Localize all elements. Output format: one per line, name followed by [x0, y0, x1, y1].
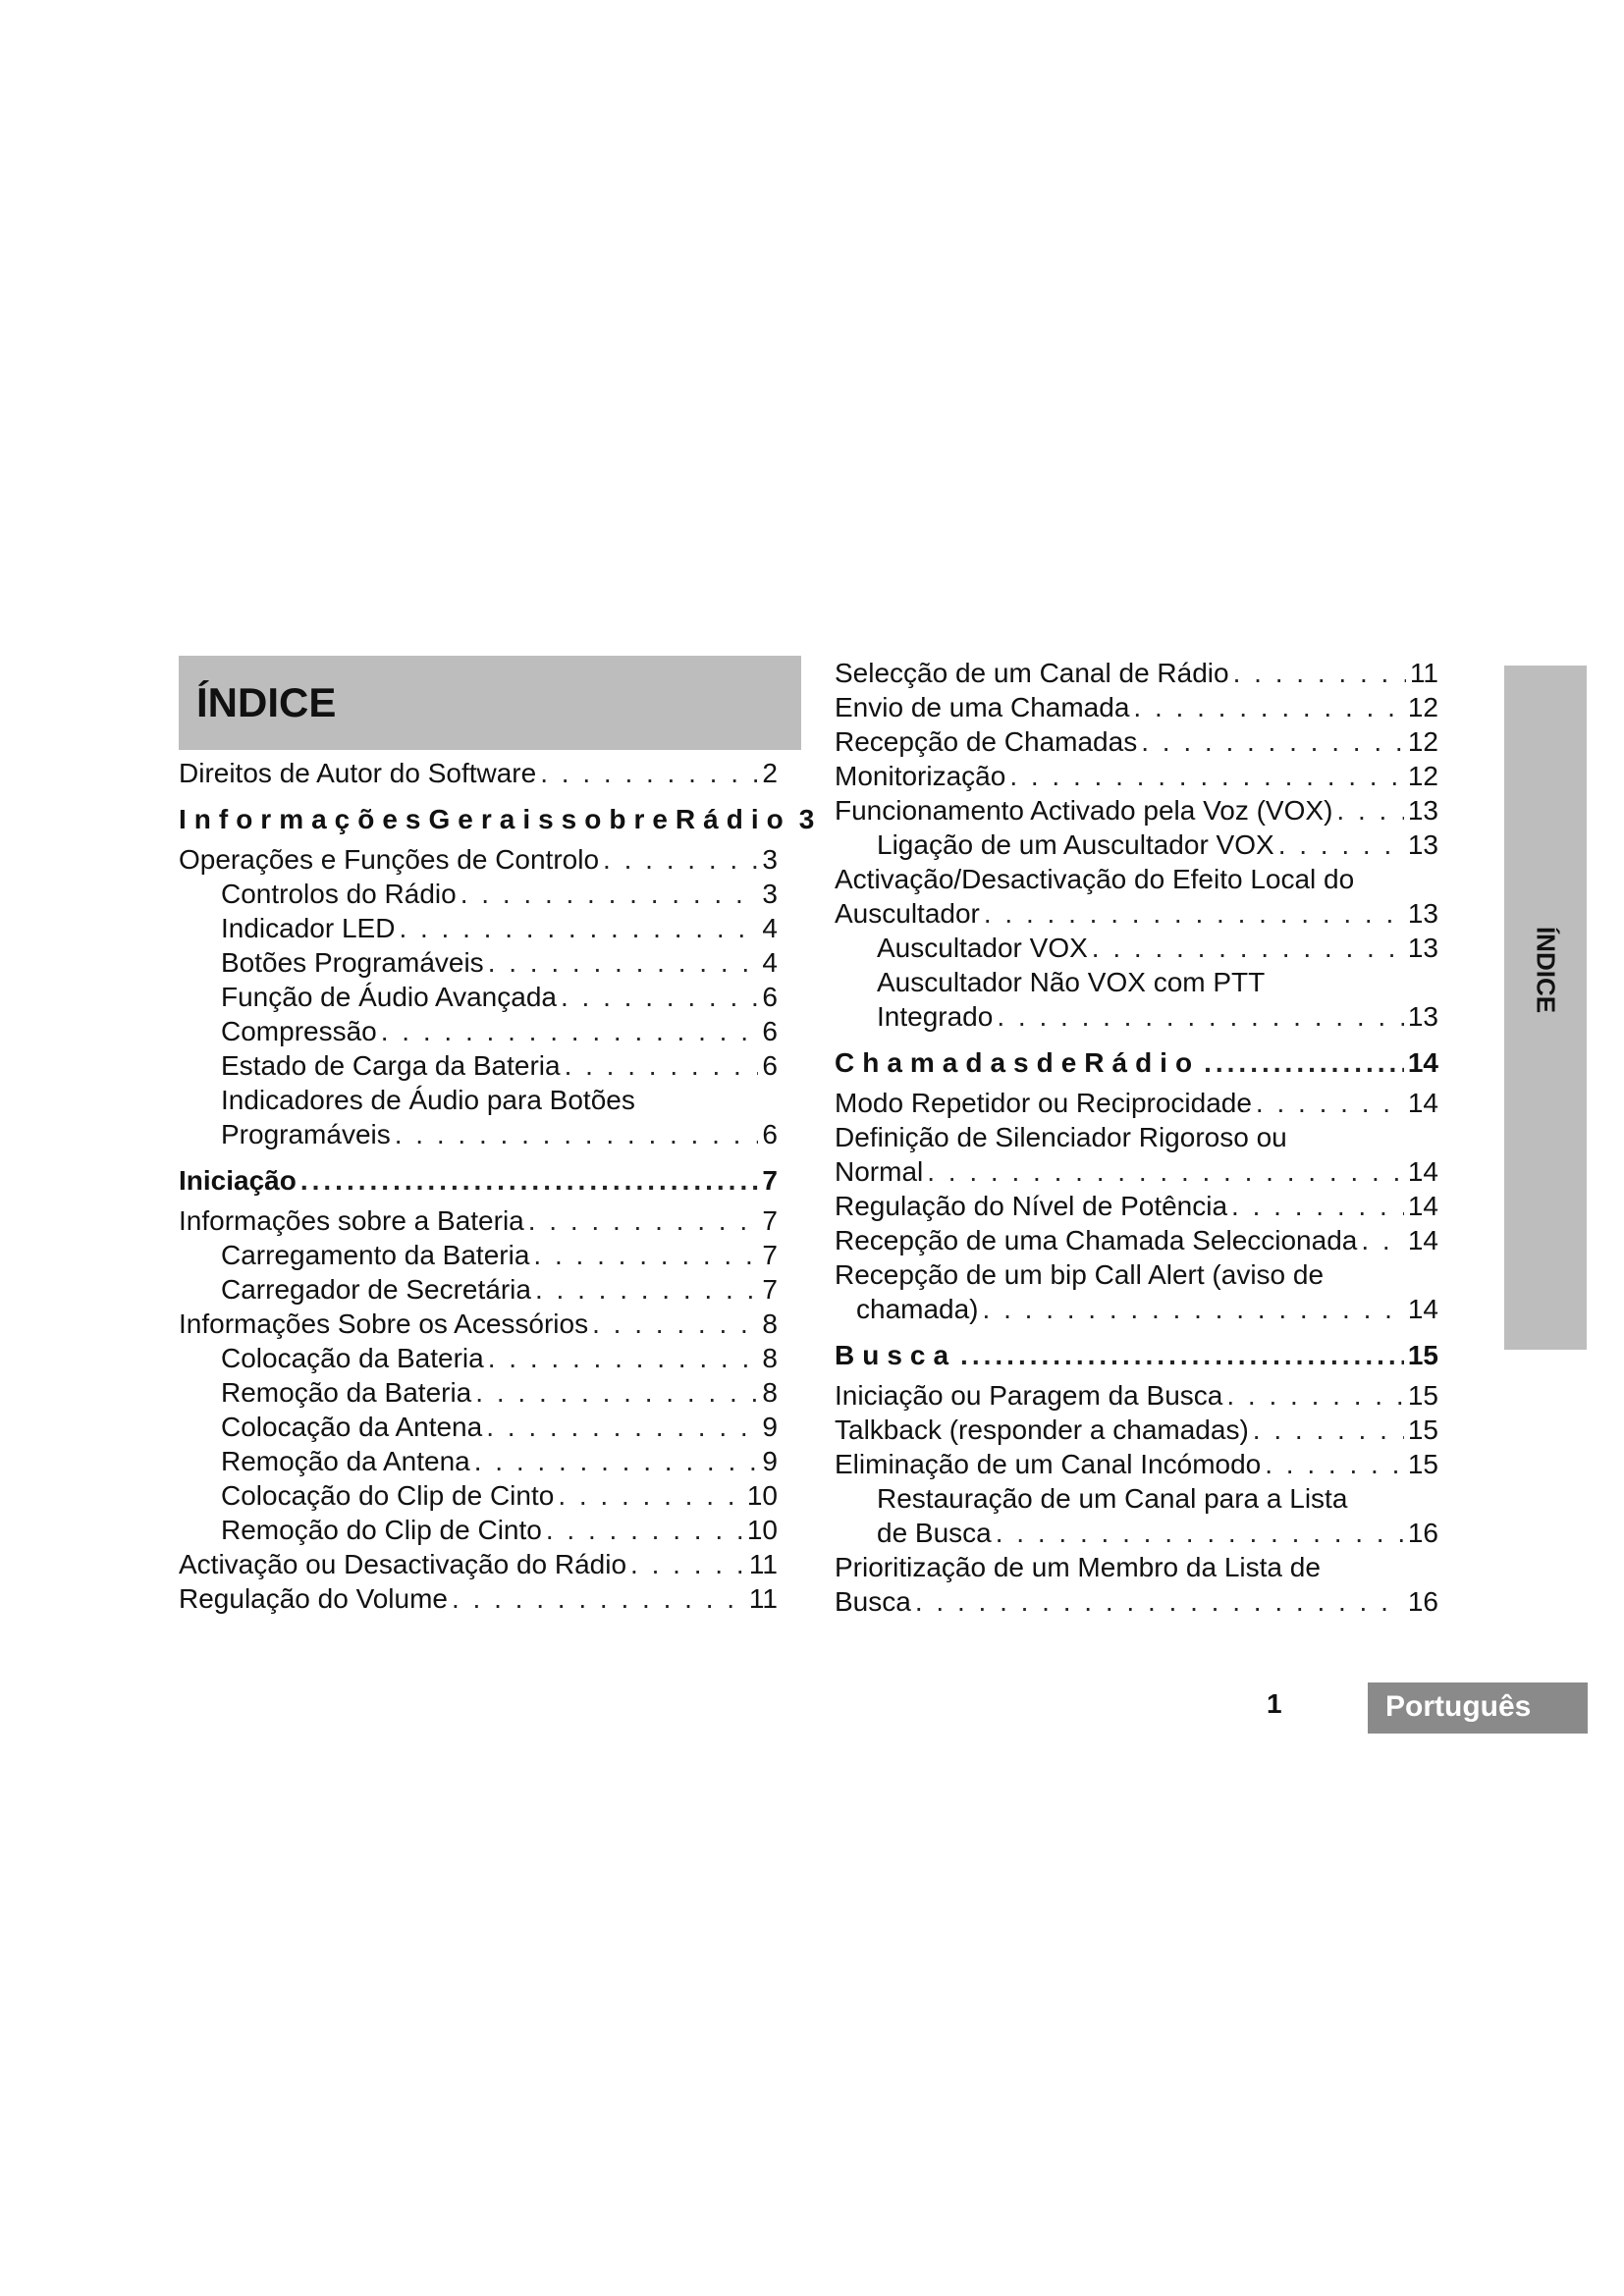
- toc-entry-title: Recepção de um bip Call Alert (aviso de: [835, 1259, 1325, 1290]
- toc-entry-title: Remoção da Antena: [221, 1446, 470, 1476]
- toc-page-number: 6: [762, 982, 778, 1012]
- toc-entry[interactable]: [179, 1203, 778, 1238]
- toc-entry-continued[interactable]: [835, 1481, 1438, 1516]
- toc-entry[interactable]: [835, 896, 1438, 931]
- dot-leader: [984, 896, 1404, 931]
- toc-entry[interactable]: [835, 656, 1438, 690]
- toc-page-number: 14: [1407, 1294, 1438, 1324]
- toc-entry[interactable]: [179, 1307, 778, 1341]
- dot-leader: [1265, 1447, 1404, 1481]
- toc-page-number: 8: [762, 1308, 778, 1339]
- dot-leader: [399, 911, 758, 945]
- toc-entry-title: Funcionamento Activado pela Voz (VOX): [835, 795, 1333, 826]
- toc-entry-title: Restauração de um Canal para a Lista: [877, 1483, 1348, 1514]
- toc-page-number: 14: [1407, 1191, 1438, 1221]
- toc-left-column: [179, 756, 815, 1616]
- toc-entry-title: Activação ou Desactivação do Rádio: [179, 1549, 627, 1579]
- toc-entry-title: Regulação do Volume: [179, 1583, 448, 1614]
- toc-entry-title: Função de Áudio Avançada: [221, 982, 557, 1012]
- dot-leader: [460, 877, 759, 911]
- toc-entry[interactable]: [835, 724, 1438, 759]
- toc-page-number: 6: [762, 1050, 778, 1081]
- toc-entry-title: Auscultador VOX: [877, 933, 1088, 963]
- toc-entry-title: Operações e Funções de Controlo: [179, 844, 600, 875]
- dot-leader: [1204, 1045, 1404, 1080]
- toc-page-number: 14: [1407, 1047, 1438, 1078]
- toc-entry[interactable]: [179, 1117, 778, 1151]
- toc-entry[interactable]: [835, 1378, 1438, 1413]
- toc-entry[interactable]: [179, 980, 778, 1014]
- dot-leader: [381, 1014, 759, 1048]
- toc-entry-title: Selecção de um Canal de Rádio: [835, 658, 1229, 688]
- dot-leader: [1231, 1189, 1404, 1223]
- page-title: ÍNDICE: [196, 679, 337, 725]
- toc-entry-continued[interactable]: [835, 1120, 1438, 1154]
- toc-page-number: 7: [762, 1165, 778, 1196]
- dot-leader: [1141, 724, 1404, 759]
- toc-entry-title: Estado de Carga da Bateria: [221, 1050, 561, 1081]
- dot-leader: [533, 1238, 758, 1272]
- toc-page-number: 6: [762, 1119, 778, 1149]
- toc-entry-continued[interactable]: [835, 862, 1438, 896]
- dot-leader: [300, 1163, 759, 1198]
- dot-leader: [915, 1584, 1404, 1619]
- toc-page-number: 11: [1409, 658, 1438, 688]
- dot-leader: [1233, 656, 1406, 690]
- dot-leader: [1361, 1223, 1404, 1257]
- toc-entry-title: Envio de uma Chamada: [835, 692, 1130, 722]
- toc-entry-title: Ligação de um Auscultador VOX: [877, 829, 1274, 860]
- toc-page-number: 7: [762, 1205, 778, 1236]
- toc-entry[interactable]: [179, 1048, 778, 1083]
- toc-entry[interactable]: [179, 1238, 778, 1272]
- toc-entry[interactable]: [179, 1410, 778, 1444]
- toc-entry[interactable]: [835, 793, 1438, 828]
- toc-page-number: 2: [762, 758, 778, 788]
- toc-entry-title: Iniciação ou Paragem da Busca: [835, 1380, 1223, 1411]
- dot-leader: [997, 999, 1404, 1034]
- dot-leader: [1278, 828, 1404, 862]
- dot-leader: [592, 1307, 758, 1341]
- toc-entry[interactable]: [179, 1272, 778, 1307]
- dot-leader: [1009, 759, 1404, 793]
- toc-entry-title: Iniciação: [179, 1165, 297, 1196]
- toc-page-number: 4: [762, 947, 778, 978]
- dot-leader: [395, 1117, 759, 1151]
- toc-entry-title: Colocação do Clip de Cinto: [221, 1480, 555, 1511]
- toc-page-number: 7: [762, 1240, 778, 1270]
- language-label: Português: [1385, 1690, 1532, 1723]
- title-banner: [179, 656, 801, 750]
- toc-entry[interactable]: [179, 1581, 778, 1616]
- toc-entry[interactable]: [835, 690, 1438, 724]
- dot-leader: [474, 1444, 759, 1478]
- dot-leader: [486, 1410, 758, 1444]
- toc-page-number: 12: [1407, 726, 1438, 757]
- toc-entry-title: Compressão: [221, 1016, 377, 1046]
- toc-entry-title: Colocação da Bateria: [221, 1343, 484, 1373]
- toc-page-number: 7: [762, 1274, 778, 1305]
- toc-entry-title: Indicadores de Áudio para Botões: [221, 1085, 635, 1115]
- toc-page-number: 6: [762, 1016, 778, 1046]
- toc-entry-title: de Busca: [877, 1518, 992, 1548]
- toc-entry-title: Prioritização de um Membro da Lista de: [835, 1552, 1321, 1582]
- toc-entry-title: Colocação da Antena: [221, 1412, 483, 1442]
- toc-entry[interactable]: [835, 1292, 1438, 1326]
- toc-entry-title: Botões Programáveis: [221, 947, 484, 978]
- toc-page-number: 11: [748, 1583, 778, 1614]
- toc-entry[interactable]: [835, 931, 1438, 965]
- toc-entry-title: Integrado: [877, 1001, 994, 1032]
- toc-entry[interactable]: [835, 1584, 1438, 1619]
- toc-page-number: 15: [1407, 1415, 1438, 1445]
- toc-entry-title: Auscultador Não VOX com PTT: [877, 967, 1266, 997]
- dot-leader: [488, 1341, 759, 1375]
- dot-leader: [1092, 931, 1404, 965]
- toc-entry[interactable]: [179, 1014, 778, 1048]
- side-tab: [1504, 666, 1587, 1350]
- toc-entry[interactable]: [835, 1447, 1438, 1481]
- toc-entry-title: Recepção de uma Chamada Seleccionada: [835, 1225, 1358, 1255]
- toc-entry[interactable]: [179, 756, 778, 790]
- toc-page-number: 3: [762, 844, 778, 875]
- toc-page-number: 13: [1407, 933, 1438, 963]
- toc-entry-title: Modo Repetidor ou Reciprocidade: [835, 1088, 1252, 1118]
- toc-page-number: 12: [1407, 692, 1438, 722]
- toc-entry-title: Eliminação de um Canal Incómodo: [835, 1449, 1262, 1479]
- toc-section-heading[interactable]: [179, 1163, 778, 1198]
- toc-entry-title: Carregador de Secretária: [221, 1274, 531, 1305]
- toc-entry-title: Controlos do Rádio: [221, 879, 457, 909]
- toc-page-number: 11: [748, 1549, 778, 1579]
- toc-entry[interactable]: [835, 1086, 1438, 1120]
- toc-entry-continued[interactable]: [835, 965, 1438, 999]
- toc-section-heading[interactable]: [179, 802, 815, 836]
- toc-entry[interactable]: [835, 828, 1438, 862]
- dot-leader: [488, 945, 759, 980]
- toc-page-number: 3: [762, 879, 778, 909]
- toc-entry-title: Normal: [835, 1156, 924, 1187]
- toc-entry-title: Informações sobre a Bateria: [179, 1205, 524, 1236]
- dot-leader: [1336, 793, 1403, 828]
- toc-entry-title: Remoção do Clip de Cinto: [221, 1515, 542, 1545]
- toc-entry-title: Remoção da Bateria: [221, 1377, 472, 1408]
- toc-page-number: 15: [1407, 1340, 1438, 1370]
- side-tab-label: ÍNDICE: [1531, 926, 1561, 1014]
- dot-leader: [535, 1272, 758, 1307]
- toc-entry-title: Direitos de Autor do Software: [179, 758, 537, 788]
- toc-page-number: 8: [762, 1343, 778, 1373]
- toc-page-number: 15: [1407, 1449, 1438, 1479]
- toc-page-number: 16: [1407, 1586, 1438, 1617]
- toc-page-number: 14: [1407, 1156, 1438, 1187]
- dot-leader: [546, 1513, 743, 1547]
- toc-entry[interactable]: [179, 1444, 778, 1478]
- toc-entry-title: Definição de Silenciador Rigoroso ou: [835, 1122, 1287, 1152]
- dot-leader: [603, 842, 758, 877]
- dot-leader: [960, 1338, 1404, 1372]
- toc-entry-continued[interactable]: [179, 1083, 778, 1117]
- toc-entry-title: Carregamento da Bateria: [221, 1240, 530, 1270]
- toc-page-number: 14: [1407, 1225, 1438, 1255]
- toc-section-heading[interactable]: [835, 1045, 1438, 1080]
- toc-page-number: 8: [762, 1377, 778, 1408]
- toc-right-column: [835, 656, 1438, 1619]
- toc-entry-title: Monitorização: [835, 761, 1006, 791]
- dot-leader: [996, 1516, 1404, 1550]
- dot-leader: [528, 1203, 759, 1238]
- toc-entry-continued[interactable]: [835, 1257, 1438, 1292]
- toc-page-number: 15: [1407, 1380, 1438, 1411]
- toc-entry[interactable]: [835, 1223, 1438, 1257]
- toc-entry[interactable]: [835, 1154, 1438, 1189]
- dot-leader: [558, 1478, 743, 1513]
- toc-entry-title: chamada): [856, 1294, 979, 1324]
- toc-entry[interactable]: [835, 1516, 1438, 1550]
- toc-page-number: 10: [746, 1515, 778, 1545]
- toc-entry[interactable]: [835, 759, 1438, 793]
- page-number: 1: [1267, 1688, 1282, 1719]
- toc-entry-continued[interactable]: [835, 1550, 1438, 1584]
- toc-entry-title: Informações Sobre os Acessórios: [179, 1308, 589, 1339]
- dot-leader: [565, 1048, 759, 1083]
- toc-entry[interactable]: [835, 1189, 1438, 1223]
- toc-page-number: 16: [1407, 1518, 1438, 1548]
- dot-leader: [1253, 1413, 1404, 1447]
- toc-entry[interactable]: [179, 1513, 778, 1547]
- toc-page-number: 10: [746, 1480, 778, 1511]
- toc-entry[interactable]: [179, 1375, 778, 1410]
- dot-leader: [475, 1375, 758, 1410]
- toc-entry[interactable]: [179, 877, 778, 911]
- toc-entry-title: Activação/Desactivação do Efeito Local do: [835, 864, 1355, 894]
- toc-entry[interactable]: [179, 945, 778, 980]
- dot-leader: [927, 1154, 1404, 1189]
- toc-entry-title: Programáveis: [221, 1119, 391, 1149]
- dot-leader: [1133, 690, 1403, 724]
- toc-entry-title: Busca: [835, 1586, 911, 1617]
- toc-entry-title: InformaçõesGeraissobreRádio: [179, 804, 791, 834]
- toc-entry[interactable]: [835, 999, 1438, 1034]
- toc-entry[interactable]: [179, 1547, 778, 1581]
- dot-leader: [983, 1292, 1404, 1326]
- toc-entry-title: ChamadasdeRádio: [835, 1047, 1201, 1078]
- toc-page-number: 9: [762, 1446, 778, 1476]
- toc-entry-title: Auscultador: [835, 898, 980, 929]
- dot-leader: [1226, 1378, 1403, 1413]
- toc-page-number: 13: [1407, 829, 1438, 860]
- toc-entry-title: Regulação do Nível de Potência: [835, 1191, 1228, 1221]
- toc-entry[interactable]: [179, 1341, 778, 1375]
- toc-entry[interactable]: [179, 911, 778, 945]
- toc-entry[interactable]: [179, 1478, 778, 1513]
- toc-entry-title: Talkback (responder a chamadas): [835, 1415, 1249, 1445]
- toc-page-number: 13: [1407, 795, 1438, 826]
- dot-leader: [1256, 1086, 1404, 1120]
- dot-leader: [452, 1581, 745, 1616]
- toc-page-number: 12: [1407, 761, 1438, 791]
- toc-entry[interactable]: [835, 1413, 1438, 1447]
- toc-entry-title: Busca: [835, 1340, 957, 1370]
- toc-page-number: 13: [1407, 898, 1438, 929]
- toc-page-number: 9: [762, 1412, 778, 1442]
- toc-entry-title: Recepção de Chamadas: [835, 726, 1138, 757]
- dot-leader: [630, 1547, 745, 1581]
- toc-entry-title: Indicador LED: [221, 913, 396, 943]
- toc-page-number: 13: [1407, 1001, 1438, 1032]
- toc-page-number: 14: [1407, 1088, 1438, 1118]
- language-tab: [1368, 1682, 1588, 1734]
- dot-leader: [561, 980, 758, 1014]
- toc-page-number: 4: [762, 913, 778, 943]
- toc-page-number: 3: [798, 804, 815, 834]
- toc-entry[interactable]: [179, 842, 778, 877]
- toc-section-heading[interactable]: [835, 1338, 1438, 1372]
- dot-leader: [540, 756, 758, 790]
